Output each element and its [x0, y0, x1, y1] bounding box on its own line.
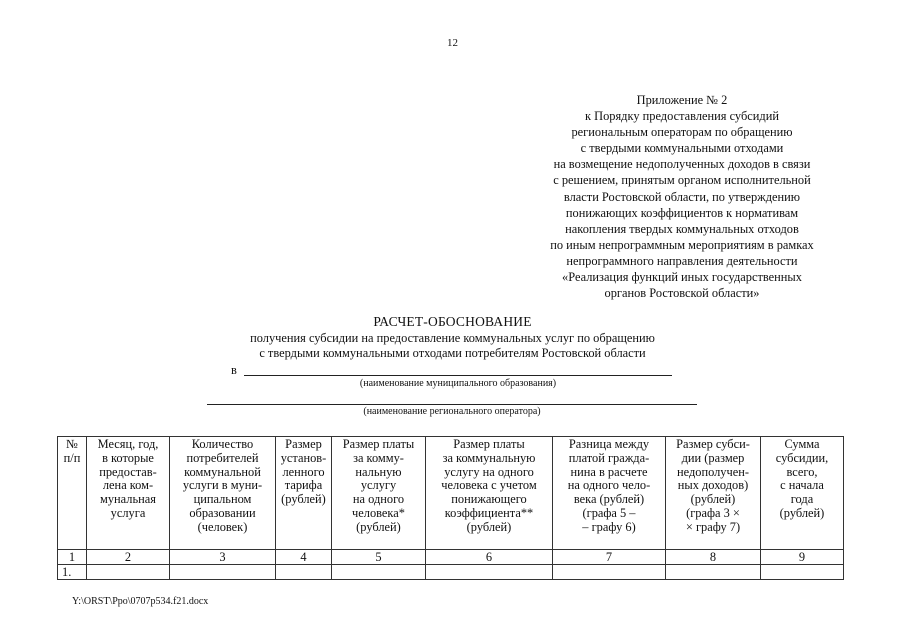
appendix-line: накопления твердых коммунальных отходов	[565, 221, 799, 236]
column-header-line: (человек)	[197, 519, 248, 534]
column-header-line: установ-	[280, 450, 327, 465]
column-number: 6	[426, 550, 553, 565]
column-header-line: лена ком-	[102, 478, 154, 493]
appendix-line: к Порядку предоставления субсидий	[585, 109, 779, 124]
municipality-prefix: в	[231, 363, 237, 377]
column-header-line: – графу 6)	[582, 519, 636, 534]
column-header	[332, 437, 426, 550]
table-header-row	[58, 437, 844, 550]
column-header-line: (графа 5 –	[582, 505, 636, 520]
page-number: 12	[447, 37, 458, 49]
table-cell[interactable]	[553, 565, 666, 580]
column-header-line: человека*	[352, 505, 405, 520]
column-header-line: ных доходов)	[677, 478, 749, 493]
column-number: 9	[761, 550, 844, 565]
column-header-line: на одного чело-	[567, 478, 651, 493]
column-header-line: мунальная	[100, 492, 156, 507]
municipality-caption: (наименование муниципального образования)	[359, 378, 557, 389]
column-header-line: с начала	[780, 478, 824, 493]
column-header-line: услугу на одного	[444, 464, 534, 479]
column-number: 7	[553, 550, 666, 565]
table-cell[interactable]	[761, 565, 844, 580]
subtitle-line-2: с твердыми коммунальными отходами потребителям Ростовской области	[259, 346, 646, 360]
column-header-line: ципальном	[193, 492, 252, 507]
operator-fill-line[interactable]	[207, 404, 697, 405]
table-cell[interactable]	[666, 565, 761, 580]
column-header-line: ленного	[282, 464, 325, 479]
column-header-line: Размер	[285, 437, 322, 451]
column-header-line: образовании	[189, 505, 256, 520]
column-number: 1	[58, 550, 87, 565]
column-number: 3	[170, 550, 276, 565]
table-cell[interactable]	[426, 565, 553, 580]
column-header	[553, 437, 666, 550]
column-number: 5	[332, 550, 426, 565]
column-header-line: года	[790, 492, 814, 507]
column-header-line: п/п	[63, 450, 81, 465]
column-header-line: услуги в муни-	[182, 478, 263, 493]
table-cell: 1.	[58, 565, 87, 580]
column-header	[666, 437, 761, 550]
table-cell[interactable]	[170, 565, 276, 580]
calculation-table	[57, 436, 844, 580]
column-header-line: Сумма	[784, 437, 820, 451]
column-header-line: (рублей)	[690, 492, 736, 507]
column-header-line: Количество	[191, 437, 254, 451]
column-header-line: века (рублей)	[573, 492, 645, 507]
appendix-line: Приложение № 2	[636, 93, 728, 107]
column-header-line: (рублей)	[356, 519, 401, 534]
table-cell[interactable]	[87, 565, 170, 580]
column-header-line: коэффициента**	[444, 505, 534, 520]
column-number: 2	[87, 550, 170, 565]
file-path-footer: Y:\ORST\Ppo\0707p534.f21.docx	[72, 596, 209, 607]
table-cell[interactable]	[332, 565, 426, 580]
column-header-line: нальную	[355, 464, 402, 479]
column-header-line: услугу	[360, 478, 397, 493]
appendix-line: по иным непрограммным мероприятиям в рамках	[550, 237, 814, 252]
operator-caption: (наименование регионального оператора)	[363, 406, 541, 417]
appendix-line: органов Ростовской области»	[604, 286, 760, 301]
column-header	[761, 437, 844, 550]
column-number: 4	[276, 550, 332, 565]
column-header-line: × графу 7)	[685, 519, 741, 534]
column-header	[426, 437, 553, 550]
column-header-line: №	[66, 437, 78, 451]
column-header-line: в которые	[102, 450, 154, 465]
column-header-line: коммунальной	[184, 464, 261, 479]
column-header-line: Размер субси-	[676, 437, 750, 451]
table-cell[interactable]	[276, 565, 332, 580]
appendix-line: с решением, принятым органом исполнительной	[553, 173, 811, 188]
column-header-line: Размер платы	[453, 437, 525, 451]
appendix-line: на возмещение недополученных доходов в связи	[553, 157, 811, 172]
column-header-line: всего,	[786, 464, 818, 479]
appendix-line: с твердыми коммунальными отходами	[580, 141, 784, 156]
column-header-line: субсидии,	[775, 450, 829, 465]
column-header-line: Размер платы	[342, 437, 415, 451]
column-header	[276, 437, 332, 550]
column-header-line: за коммунальную	[442, 450, 536, 465]
appendix-header	[508, 92, 856, 301]
municipality-fill-line[interactable]	[244, 375, 672, 376]
column-header-line: (рублей)	[281, 492, 326, 507]
appendix-line: региональным операторам по обращению	[571, 125, 793, 140]
column-header-line: (графа 3 ×	[686, 505, 740, 520]
appendix-line: «Реализация функций иных государственных	[562, 270, 802, 285]
column-header-line: недополучен-	[677, 464, 749, 479]
column-number-row	[58, 550, 844, 565]
column-header-line: человека с учетом	[441, 478, 537, 493]
column-header	[58, 437, 87, 550]
column-header-line: Разница между	[568, 437, 650, 451]
column-header-line: предостав-	[99, 464, 157, 479]
column-header-line: Месяц, год,	[97, 437, 159, 451]
column-header-line: (рублей)	[779, 505, 825, 520]
column-header-line: платой гражда-	[568, 450, 650, 465]
column-header	[87, 437, 170, 550]
appendix-line: понижающих коэффициентов к нормативам	[565, 205, 799, 220]
column-number: 8	[666, 550, 761, 565]
subtitle-line-1: получения субсидии на предоставление коммунальных услуг по обращению	[250, 331, 655, 345]
table-row	[58, 565, 844, 580]
column-header-line: дии (размер	[681, 450, 745, 465]
column-header-line: потребителей	[186, 450, 259, 465]
column-header-line: нина в расчете	[570, 464, 648, 479]
column-header-line: услуга	[110, 505, 146, 520]
column-header-line: понижающего	[451, 492, 527, 507]
column-header-line: за комму-	[353, 450, 404, 465]
document-subtitle	[0, 331, 905, 361]
column-header-line: (рублей)	[466, 519, 512, 534]
column-header-line: тарифа	[284, 478, 323, 493]
document-title: РАСЧЕТ-ОБОСНОВАНИЕ	[373, 314, 532, 329]
column-header-line: на одного	[352, 492, 405, 507]
column-header	[170, 437, 276, 550]
appendix-line: власти Ростовской области, по утверждению	[563, 189, 801, 204]
appendix-line: непрограммного направления деятельности	[566, 253, 798, 268]
